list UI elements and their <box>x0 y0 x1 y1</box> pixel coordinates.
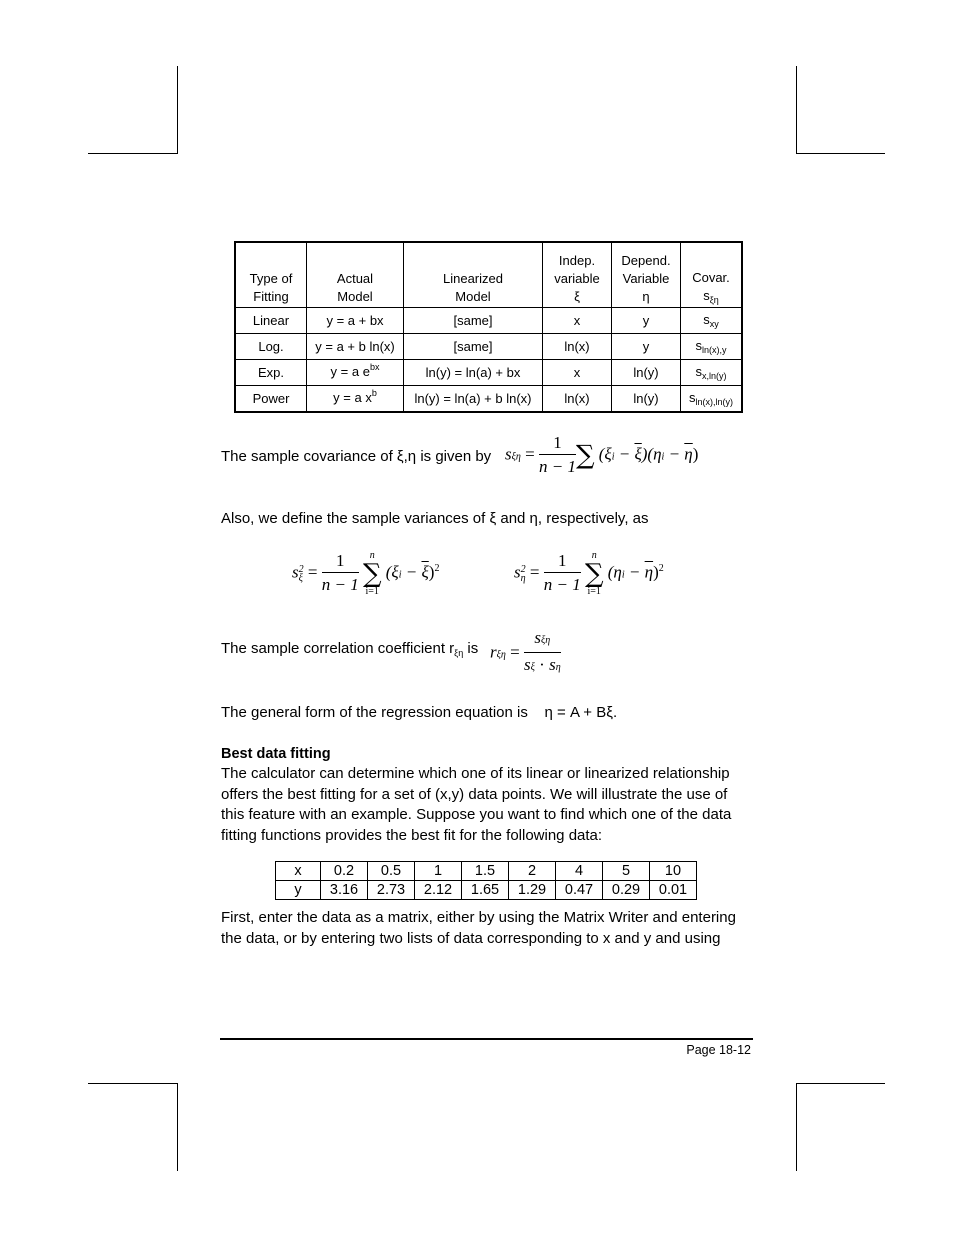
header-covar: Covar. $s_{\xi\eta}$ <box>681 242 743 308</box>
page-number: Page 18-12 <box>686 1043 751 1057</box>
sigma-symbol: ∑ <box>362 558 382 589</box>
crop-mark <box>796 1083 797 1171</box>
header-depend-variable: Depend. Variable η <box>612 242 681 308</box>
data-points-table <box>275 861 697 900</box>
table-row: Exp. y = a $e^{bx}$ ln(y) = ln(a) + bx x ln(y) $s_{x,ln(y)}$ <box>235 360 742 386</box>
sigma-symbol: ∑ <box>575 440 595 471</box>
crop-mark <box>88 153 177 154</box>
crop-mark <box>88 1083 177 1084</box>
table-row: Linear y = a + bx [same] x y $s_{xy}$ <box>235 308 742 334</box>
table-row: x 0.2 0.5 1 1.5 2 4 5 10 <box>276 862 697 881</box>
footer-rule <box>220 1038 753 1040</box>
header-actual-model: Actual Model <box>307 242 404 308</box>
sigma-symbol: ∑ <box>584 558 604 589</box>
table-header-row <box>235 242 742 308</box>
variance-xi-equation: s 2 ξ = $\frac{1}{n - 1}$ n ∑ i=1 $(\xi i - \overline{\xi})^2$ <box>292 549 440 597</box>
covariance-intro: The sample covariance of ξ,η is given by <box>221 448 492 465</box>
header-type: Type of Fitting <box>235 242 307 308</box>
best-fit-paragraph: The calculator can determine which one of its linear or linearized relationship offers the best fitting for a set of (x,y) data points. We will illustrate the use of this feature with an example. Suppose you want to find which one of the data fitting functions provides the best fit for the following data: <box>221 765 732 844</box>
header-indep-variable: Indep. variable ξ <box>543 242 612 308</box>
table-row: Log. y = a + b ln(x) [same] ln(x) y $s_{ln(x),y}$ <box>235 334 742 360</box>
correlation-equation: rξη = $\frac{\text{sξη}}{s\xi \cdot s\eta}$ <box>490 628 561 674</box>
crop-mark <box>796 153 885 154</box>
crop-mark <box>796 66 797 154</box>
header-linearized-model: Linearized Model <box>404 242 543 308</box>
fitting-types-table <box>234 241 743 413</box>
variance-eta-equation: s 2 η = $\frac{1}{n - 1}$ n ∑ i=1 $(\eta i - \overline{\eta})^2$ <box>514 549 664 597</box>
table-row: y 3.16 2.73 2.12 1.65 1.29 0.47 0.29 0.01 <box>276 881 697 900</box>
section-heading: Best data fitting <box>221 746 331 762</box>
crop-mark <box>177 66 178 154</box>
table-row: Power y = a $x^b$ ln(y) = ln(a) + b ln(x) ln(x) ln(y) $s_{ln(x),ln(y)}$ <box>235 386 742 413</box>
crop-mark <box>177 1083 178 1171</box>
correlation-intro: The sample correlation coefficient $r_{\xi\eta}$ is <box>221 640 479 658</box>
regression-equation: The general form of the regression equation is η = A + Bξ. <box>221 704 618 721</box>
crop-mark <box>796 1083 885 1084</box>
after-table-paragraph: First, enter the data as a matrix, either by using the Matrix Writer and entering the data, or by entering two lists of data corresponding to x and y and using <box>221 909 736 947</box>
covariance-equation: sξη = $\frac{1}{n - 1}$ ∑ $(\xi i - \overline{\xi})(\eta i - \overline{\eta})$ <box>505 433 699 476</box>
variances-intro: Also, we define the sample variances of ξ and η, respectively, as <box>221 510 649 527</box>
